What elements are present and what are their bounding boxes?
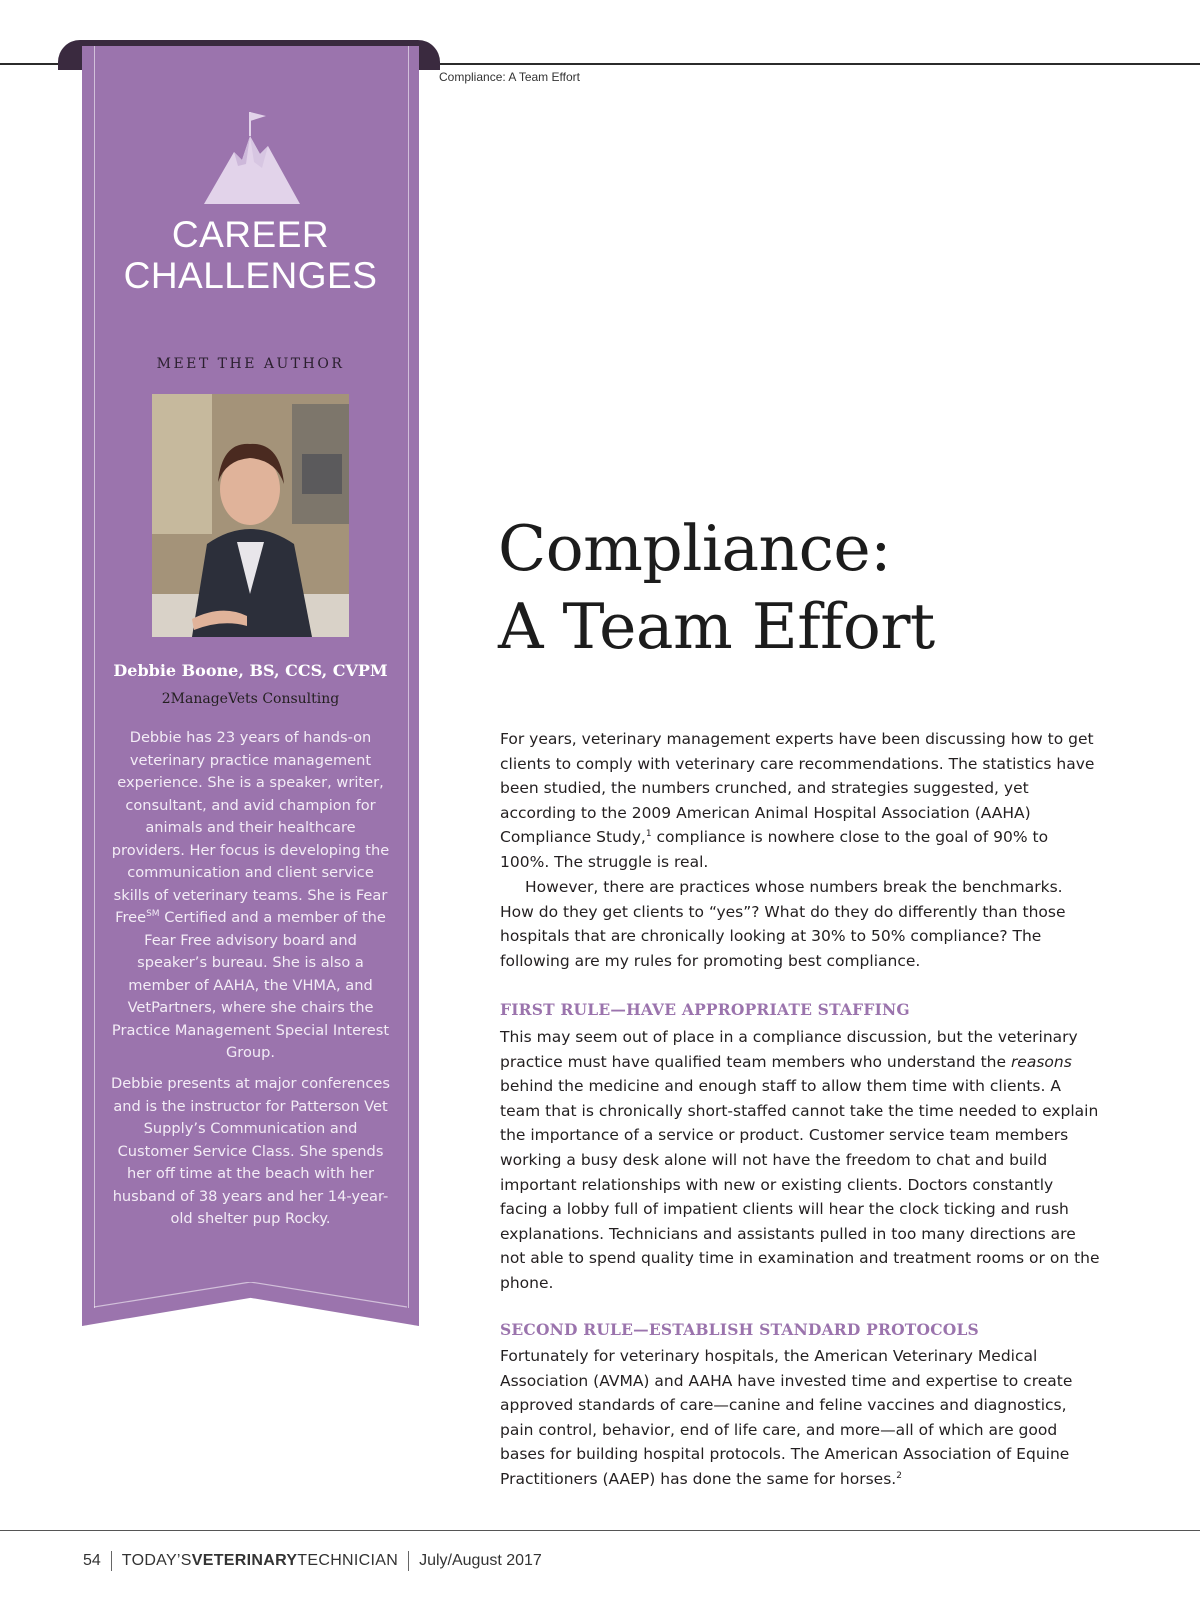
p1-text-a: For years, veterinary management experts have been discussing how to get clients to comply with veterinary care recommendations. The statistics have been studied, the numbers crunched, and strategies suggested, yet according to the 2009 American Animal Hospital Association (AAHA) Compliance Study, xyxy=(500,730,1095,847)
magazine-name-part-1: TODAY’S xyxy=(121,1552,192,1569)
p3-text-b: behind the medicine and enough staff to allow them time with clients. A team that is chronically short-staffed cannot take the time needed to explain the importance of a service or product. Customer service team members working a busy desk alone will not have the freedom to chat and build important relationships with new or existing clients. Doctors constantly facing a lobby full of impatient clients will hear the clock ticking and rush explanations. Technicians and assistants pulled in too many directions are not able to spend quality time in examination and treatment rooms or on the phone. xyxy=(500,1077,1100,1292)
footer-divider xyxy=(111,1551,112,1571)
article-paragraph-4 xyxy=(500,1344,1100,1492)
running-head: Compliance: A Team Effort xyxy=(439,70,580,84)
article-paragraph-1 xyxy=(500,727,1100,875)
mountain-flag-icon xyxy=(204,108,300,208)
article-headline xyxy=(498,510,935,666)
footer-divider-2 xyxy=(408,1551,409,1571)
author-name: Debbie Boone, BS, CCS, CVPM xyxy=(113,661,388,680)
article-paragraph-2: However, there are practices whose numbers break the benchmarks. How do they get clients to “yes”? What do they do differently than those hospitals that are chronically looking at 30% to 50% compliance? The following are my rules for promoting best compliance. xyxy=(500,878,1066,970)
footnote-ref-1: 1 xyxy=(645,829,652,840)
article-paragraph-3 xyxy=(500,1025,1100,1296)
ribbon-bottom-border xyxy=(94,1282,407,1308)
section-title-line-1: CAREER xyxy=(171,214,330,255)
subhead-second-rule: SECOND RULE—ESTABLISH STANDARD PROTOCOLS xyxy=(500,1320,979,1339)
page-number: 54 xyxy=(83,1552,101,1569)
headline-line-2: A Team Effort xyxy=(498,590,935,663)
author-bio-paragraph-2: Debbie presents at major conferences and is the instructor for Patterson Vet Supply’s Communication and Customer Service Class. She spends her off time at the beach with her husband of 38 years and her 14-year-old shelter pup Rocky. xyxy=(110,1075,391,1227)
magazine-name-part-3: TECHNICIAN xyxy=(297,1552,399,1569)
footer-rule xyxy=(0,1530,1200,1531)
magazine-name xyxy=(122,1552,398,1570)
author-bio-paragraph-1 xyxy=(110,727,391,1065)
author-organization: 2ManageVets Consulting xyxy=(161,691,340,707)
p3-emphasis: reasons xyxy=(1010,1052,1072,1071)
p4-text: Fortunately for veterinary hospitals, the American Veterinary Medical Association (AVMA) and AAHA have invested time and expertise to create approved standards of care—canine and feline vaccines and diagnostics, pain control, behavior, end of life care, and more—all of which are good bases for building hospital protocols. The American Association of Equine Practitioners (AAEP) has done the same for horses. xyxy=(500,1347,1073,1488)
magazine-name-part-2: VETERINARY xyxy=(191,1552,298,1569)
bio-1-text-a: Debbie has 23 years of hands-on veterinary practice management experience. She is a speaker, writer, consultant, and avid champion for animals and their healthcare providers. Her focus is developing the communication and client service skills of veterinary teams. She is Fear Free xyxy=(111,729,390,926)
p3-text-a: This may seem out of place in a compliance discussion, but the veterinary practice must have qualified team members who understand the xyxy=(500,1028,1078,1071)
headline-line-1: Compliance: xyxy=(498,512,891,585)
page-footer xyxy=(83,1551,542,1571)
footnote-ref-2: 2 xyxy=(896,1470,902,1481)
subhead-first-rule: FIRST RULE—HAVE APPROPRIATE STAFFING xyxy=(500,1000,910,1019)
section-title xyxy=(82,214,419,296)
issue-date: July/August 2017 xyxy=(419,1552,542,1569)
bio-1-servicemark: SM xyxy=(146,909,160,920)
section-title-line-2: CHALLENGES xyxy=(123,255,378,296)
author-photo xyxy=(152,394,349,637)
meet-the-author-label: MEET THE AUTHOR xyxy=(156,356,345,372)
bio-1-text-b: Certified and a member of the Fear Free advisory board and speaker’s bureau. She is also a member of AAHA, the VHMA, and VetPartners, where she chairs the Practice Management Special Interest Group. xyxy=(111,909,390,1061)
p1-text-b: compliance is nowhere close to the goal of 90% to 100%. The struggle is real. xyxy=(500,828,1049,871)
